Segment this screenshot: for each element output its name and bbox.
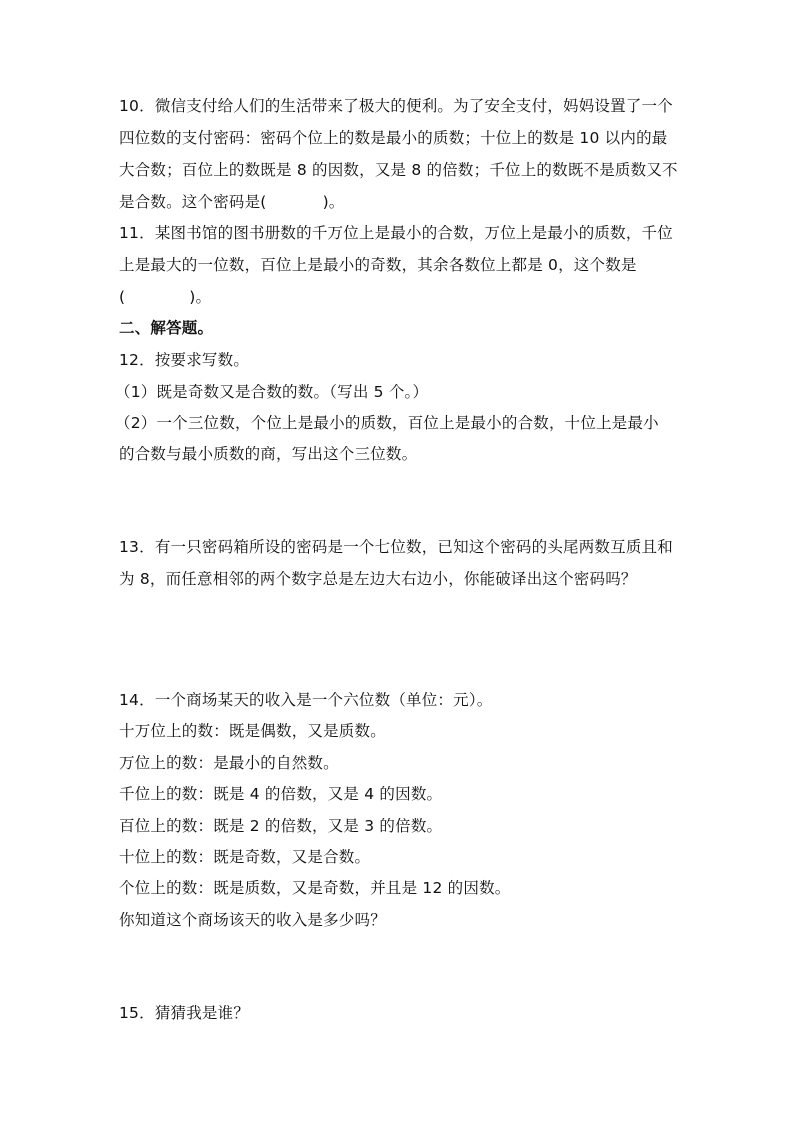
q12-sub-2-line-1: （2）一个三位数，个位上是最小的质数，百位上是最小的合数，十位上是最小	[115, 414, 659, 432]
q14-line-1: 14．一个商场某天的收入是一个六位数（单位：元）。	[119, 691, 493, 709]
q11-line-2: 上是最大的一位数，百位上是最小的奇数，其余各数位上都是 0，这个数是	[119, 256, 637, 274]
q12-sub-2-line-2: 的合数与最小质数的商，写出这个三位数。	[119, 445, 418, 463]
q10-line-3: 大合数；百位上的数既是 8 的因数，又是 8 的倍数；千位上的数既不是质数又不	[119, 161, 678, 179]
q13-line-2: 为 8，而任意相邻的两个数字总是左边大右边小，你能破译出这个密码吗？	[119, 570, 637, 588]
q11-line-3-suffix: )。	[189, 288, 212, 306]
q14-line-6: 十位上的数：既是奇数，又是合数。	[119, 848, 371, 866]
q14-line-8: 你知道这个商场该天的收入是多少吗？	[119, 911, 386, 929]
q11-line-1: 11．某图书馆的图书册数的千万位上是最小的合数，万位上是最小的质数，千位	[119, 224, 673, 242]
q10-line-4-prefix: 是合数。这个密码是(	[119, 193, 267, 211]
q10-line-4	[119, 192, 679, 212]
q12-sub-1: （1）既是奇数又是合数的数。（写出 5 个。）	[115, 383, 429, 401]
q14-line-4: 千位上的数：既是 4 的倍数，又是 4 的因数。	[119, 785, 443, 803]
q11-line-3-prefix: (	[119, 288, 126, 306]
q10-line-4-suffix: )。	[322, 193, 345, 211]
q11-line-3	[119, 287, 679, 307]
q14-line-2: 十万位上的数：既是偶数，又是质数。	[119, 722, 386, 740]
q10-line-1: 10．微信支付给人们的生活带来了极大的便利。为了安全支付，妈妈设置了一个	[119, 97, 673, 115]
q15-title: 15．猜猜我是谁？	[119, 1004, 250, 1022]
q14-line-3: 万位上的数：是最小的自然数。	[119, 754, 339, 772]
q14-line-5: 百位上的数：既是 2 的倍数，又是 3 的倍数。	[119, 817, 443, 835]
q12-title: 12．按要求写数。	[119, 351, 250, 369]
q13-line-1: 13．有一只密码箱所设的密码是一个七位数，已知这个密码的头尾两数互质且和	[119, 538, 673, 556]
q10-line-2: 四位数的支付密码：密码个位上的数是最小的质数；十位上的数是 10 以内的最	[119, 129, 668, 147]
section-heading: 二、解答题。	[119, 319, 214, 337]
q14-line-7: 个位上的数：既是质数，又是奇数，并且是 12 的因数。	[119, 879, 511, 897]
